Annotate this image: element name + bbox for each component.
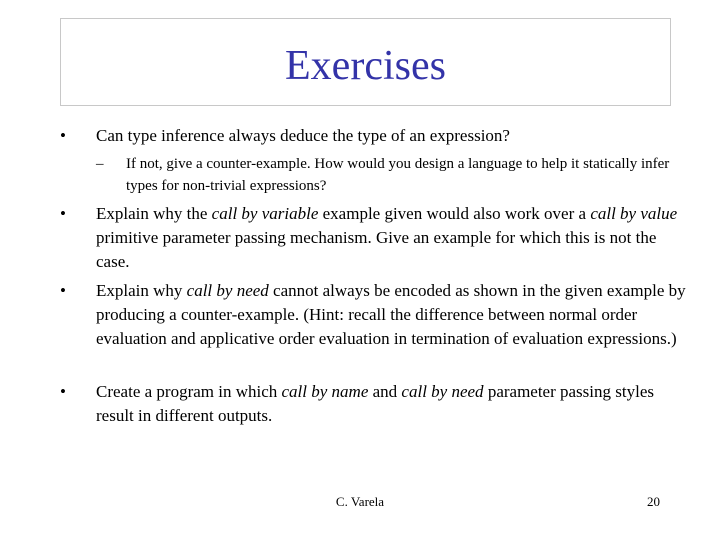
sub-bullet-text: If not, give a counter-example. How would you design a language to help it statically infer types for non-trivial expressions? [126,156,670,194]
bullet-4-emphasis-2: call by need [401,382,484,401]
bullet-3-emphasis-1: call by need [186,281,269,300]
footer-author: C. Varela [335,494,385,509]
bullet-2-emphasis-2: call by value [590,204,678,223]
bullet-4-text [96,380,686,428]
bullet-2-part-3: primitive parameter passing mechanism. Give an example for which this is not the case. [96,228,657,271]
sub-bullet-marker: – [96,156,104,172]
bullet-1-text: Can type inference always deduce the type of an expression? [96,126,510,145]
slide-title: Exercises [285,43,446,89]
bullet-4-emphasis-1: call by name [281,382,369,401]
bullet-3-part-2: cannot always be encoded as shown in the given example by producing a counter-example. (Hint: recall the difference between normal order evaluation and applicative order evaluation in termination of evaluation expressions.) [96,281,686,348]
bullet-2-text [96,202,686,274]
bullet-3-marker: • [60,281,66,300]
bullet-2-part-1: Explain why the [96,204,212,223]
bullet-3-part-1: Explain why [96,281,187,300]
footer-page-number: 20 [647,494,660,509]
bullet-4-part-1: Create a program in which [96,382,282,401]
bullet-2-emphasis-1: call by variable [211,204,319,223]
bullet-3-text [96,279,686,351]
bullet-4-part-3: parameter passing styles result in different outputs. [96,382,654,425]
title-box [60,18,671,106]
bullet-1-marker: • [60,126,66,145]
bullet-2-part-2: example given would also work over a [318,204,591,223]
bullet-2-marker: • [60,204,66,223]
bullet-4-marker: • [60,382,66,401]
bullet-4-part-2: and [368,382,402,401]
